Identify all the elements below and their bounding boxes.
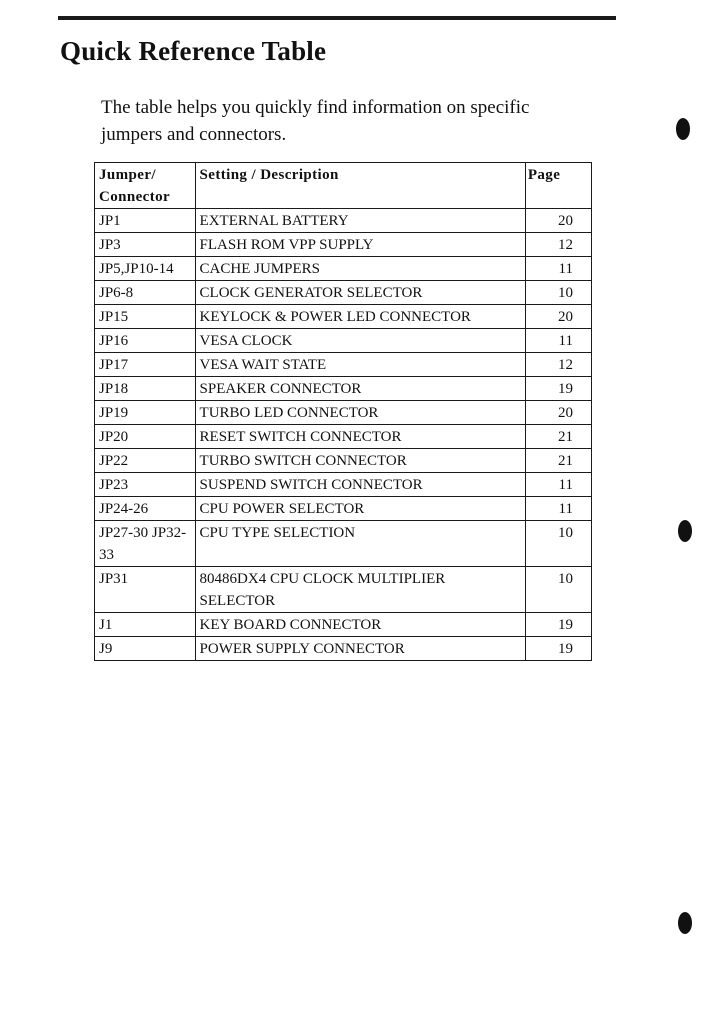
header-description: Setting / Description (195, 163, 525, 209)
bleed-through-text (96, 870, 596, 1010)
page-cell: 19 (525, 613, 591, 637)
table-header-row (95, 163, 592, 209)
jumper-cell: JP23 (95, 473, 196, 497)
description-cell: CPU TYPE SELECTION (195, 521, 525, 567)
table-row (95, 353, 592, 377)
page-cell: 21 (525, 449, 591, 473)
jumper-cell: J9 (95, 637, 196, 661)
top-rule (58, 16, 616, 20)
jumper-cell: JP16 (95, 329, 196, 353)
table-body (95, 209, 592, 661)
jumper-cell: JP20 (95, 425, 196, 449)
jumper-cell: JP27-30 JP32-33 (95, 521, 196, 567)
page-cell: 10 (525, 567, 591, 613)
binder-hole (678, 912, 692, 934)
description-cell: EXTERNAL BATTERY (195, 209, 525, 233)
page-cell: 20 (525, 305, 591, 329)
jumper-cell: JP24-26 (95, 497, 196, 521)
page-cell: 21 (525, 425, 591, 449)
table-row (95, 401, 592, 425)
table-row (95, 473, 592, 497)
page-cell: 19 (525, 637, 591, 661)
description-cell: CPU POWER SELECTOR (195, 497, 525, 521)
table-row (95, 521, 592, 567)
description-cell: TURBO SWITCH CONNECTOR (195, 449, 525, 473)
header-page: Page (525, 163, 591, 209)
description-cell: 80486DX4 CPU CLOCK MULTIPLIER SELECTOR (195, 567, 525, 613)
header-jumper: Jumper/ Connector (95, 163, 196, 209)
table-row (95, 257, 592, 281)
description-cell: POWER SUPPLY CONNECTOR (195, 637, 525, 661)
description-cell: FLASH ROM VPP SUPPLY (195, 233, 525, 257)
table-row (95, 425, 592, 449)
jumper-cell: JP31 (95, 567, 196, 613)
description-cell: SPEAKER CONNECTOR (195, 377, 525, 401)
description-cell: TURBO LED CONNECTOR (195, 401, 525, 425)
description-cell: CACHE JUMPERS (195, 257, 525, 281)
page-cell: 11 (525, 497, 591, 521)
jumper-cell: JP6-8 (95, 281, 196, 305)
jumper-cell: JP22 (95, 449, 196, 473)
page-cell: 10 (525, 521, 591, 567)
bleed-through-text (96, 724, 596, 784)
jumper-cell: JP5,JP10-14 (95, 257, 196, 281)
jumper-cell: JP17 (95, 353, 196, 377)
page-cell: 20 (525, 401, 591, 425)
description-cell: CLOCK GENERATOR SELECTOR (195, 281, 525, 305)
description-cell: KEY BOARD CONNECTOR (195, 613, 525, 637)
table-row (95, 329, 592, 353)
quick-reference-table (94, 162, 592, 661)
table-row (95, 613, 592, 637)
jumper-cell: JP3 (95, 233, 196, 257)
page-cell: 11 (525, 329, 591, 353)
table-row (95, 497, 592, 521)
description-cell: SUSPEND SWITCH CONNECTOR (195, 473, 525, 497)
table-row (95, 233, 592, 257)
table-row (95, 305, 592, 329)
page-cell: 12 (525, 233, 591, 257)
jumper-cell: J1 (95, 613, 196, 637)
table-row (95, 209, 592, 233)
description-cell: VESA CLOCK (195, 329, 525, 353)
table-row (95, 377, 592, 401)
jumper-cell: JP18 (95, 377, 196, 401)
table-row (95, 449, 592, 473)
binder-hole (676, 118, 690, 140)
page-cell: 20 (525, 209, 591, 233)
description-cell: VESA WAIT STATE (195, 353, 525, 377)
intro-paragraph: The table helps you quickly find information on specific jumpers and connectors. (101, 97, 530, 145)
description-cell: KEYLOCK & POWER LED CONNECTOR (195, 305, 525, 329)
jumper-cell: JP19 (95, 401, 196, 425)
page-cell: 11 (525, 257, 591, 281)
jumper-cell: JP15 (95, 305, 196, 329)
table-row (95, 281, 592, 305)
page-cell: 11 (525, 473, 591, 497)
jumper-cell: JP1 (95, 209, 196, 233)
page-title: Quick Reference Table (60, 36, 327, 66)
description-cell: RESET SWITCH CONNECTOR (195, 425, 525, 449)
page-cell: 12 (525, 353, 591, 377)
table-row (95, 567, 592, 613)
table-row (95, 637, 592, 661)
page-cell: 10 (525, 281, 591, 305)
page-cell: 19 (525, 377, 591, 401)
binder-hole (678, 520, 692, 542)
